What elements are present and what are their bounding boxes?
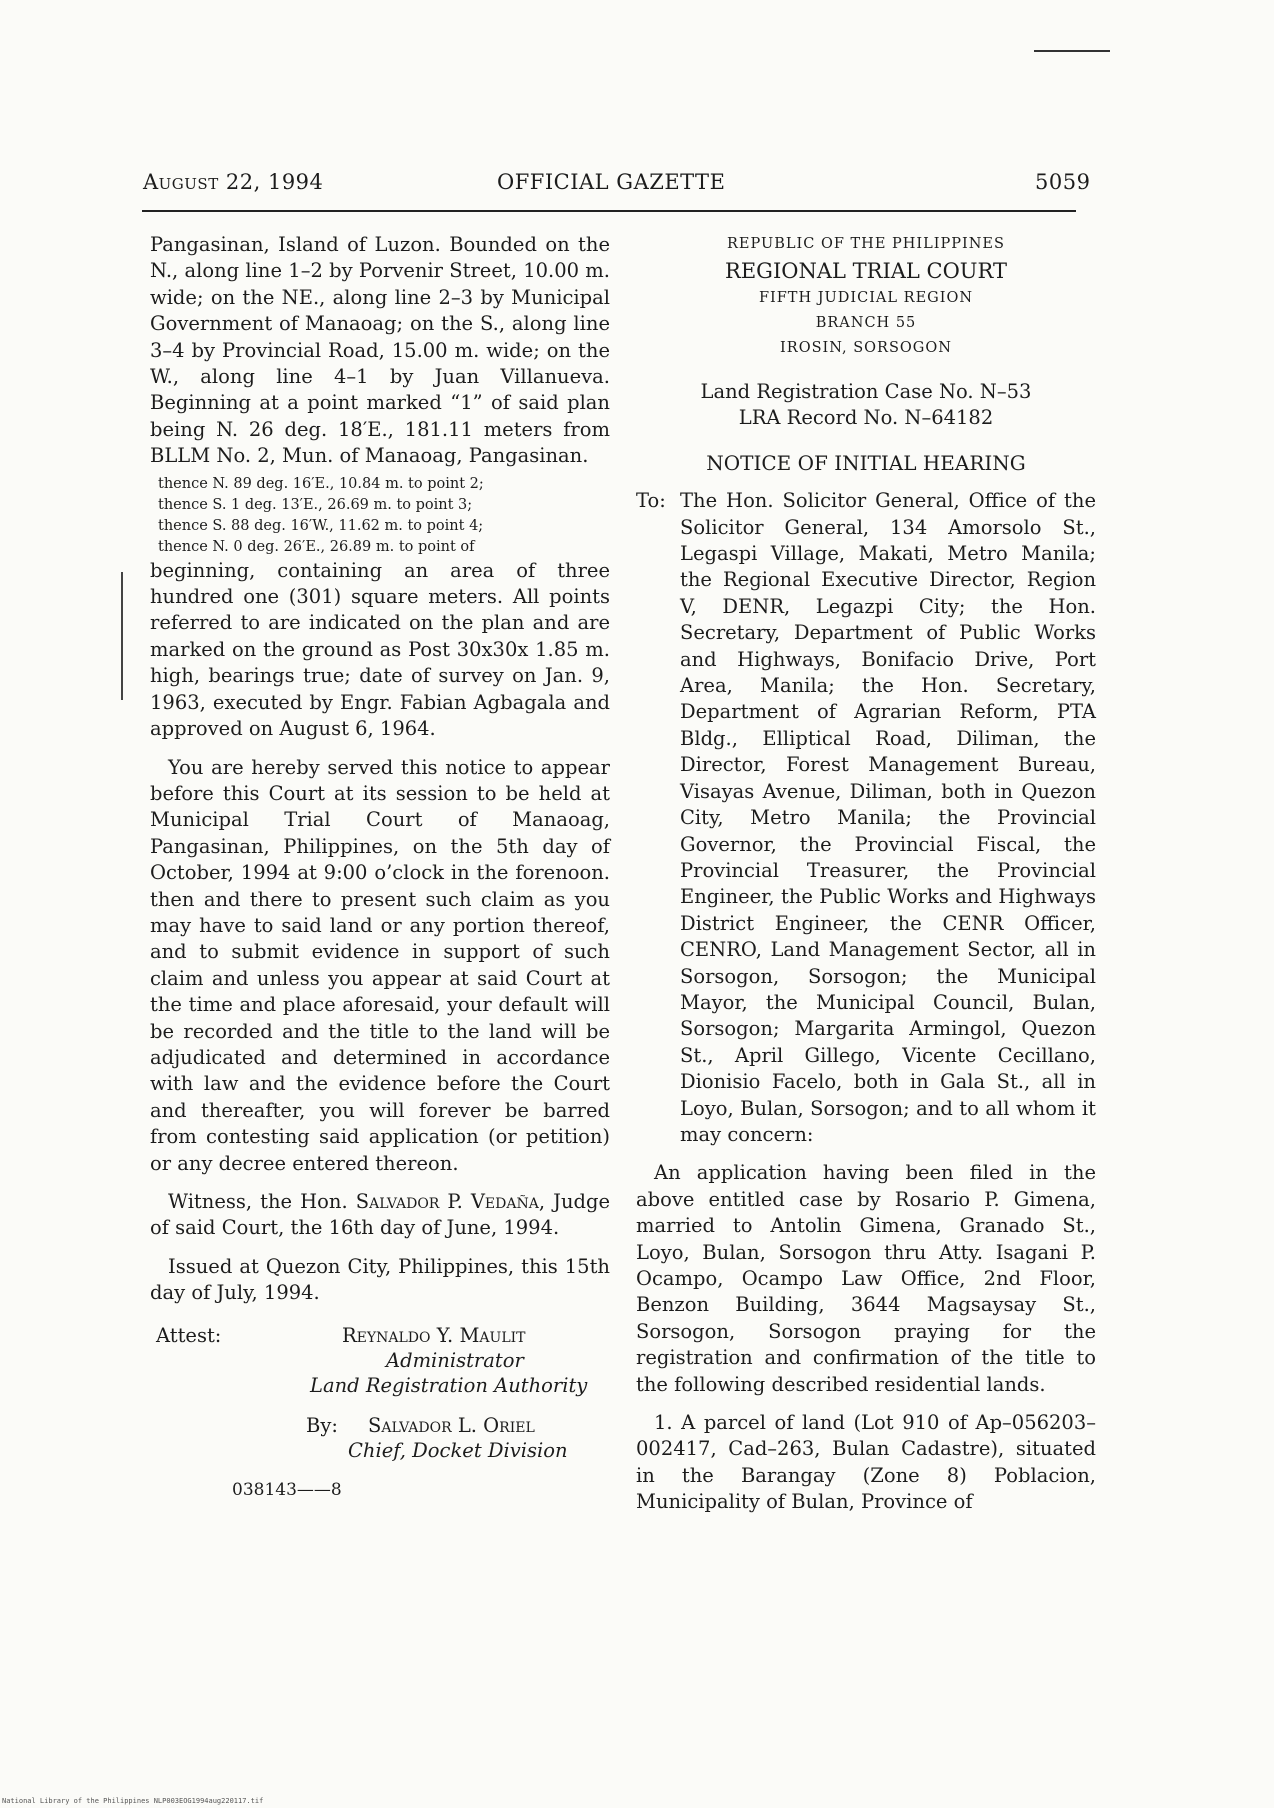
lra-record-number: LRA Record No. N–64182 [738, 406, 994, 430]
notice-paragraph: You are hereby served this notice to appear before this Court at its session to be held at Municipal Trial Court of Manaoag, Pangasinan, Philippines, on the 5th day of October, 1994 at 9:00 o’clock in the forenoon. then and there to present such claim as you may have to said land or any portion thereof, and to submit evidence in support of such claim and unless you appear at said Court at the time and place aforesaid, your default will be recorded and the title to the land will be adjudicated and determined in accordance with law and the evidence before the Court and thereafter, you will forever be barred from contesting said application (or petition) or any decree entered thereon. [150, 755, 610, 1175]
bearing-line: thence S. 88 deg. 16′W., 11.62 m. to point 4; [158, 517, 484, 534]
by-label: By: [306, 1413, 338, 1437]
gazette-date: August 22, 1994 [143, 170, 324, 194]
witness-suffix: Judge of said Court, the 16th day of June, 1994. [150, 1190, 611, 1240]
area-paragraph: beginning, containing an area of three hundred one (301) square meters. All points referred to are indicated on the plan and are marked on the ground as Post 30x30x 1.85 m. high, bearings true; date of survey on Jan. 9, 1963, executed by Engr. Fabian Agbagala and approved on August 6, 1964. [150, 558, 610, 741]
reference-number: 038143——8 [232, 1479, 342, 1500]
header-rule [142, 210, 1076, 212]
bearings-list [150, 474, 610, 558]
parcel-paragraph: 1. A parcel of land (Lot 910 of Ap–056203–002417, Cad–263, Bulan Cadastre), situated in the Barangay (Zone 8) Poblacion, Municipality of Bulan, Province of [636, 1411, 1096, 1514]
scan-footer: National Library of the Philippines NLP003EOG1994aug220117.tif [2, 1797, 264, 1805]
addressees-block [636, 488, 1096, 1148]
witness-paragraph [150, 1189, 610, 1242]
bearing-line: thence N. 0 deg. 26′E., 26.89 m. to point of [158, 538, 475, 555]
bearing-line: thence N. 89 deg. 16′E., 10.84 m. to point 2; [158, 475, 484, 492]
court-heading: REGIONAL TRIAL COURT [725, 259, 1007, 283]
gazette-title: OFFICIAL GAZETTE [497, 170, 726, 194]
case-number: Land Registration Case No. N–53 [700, 380, 1032, 403]
notice-title: NOTICE OF INITIAL HEARING [706, 450, 1026, 475]
administrator-title: Administrator [386, 1348, 524, 1372]
authority-name: Land Registration Authority [310, 1373, 588, 1397]
attest-label: Attest: [156, 1323, 222, 1347]
docket-chief-title: Chief, Docket Division [348, 1438, 568, 1462]
republic-heading: REPUBLIC OF THE PHILIPPINES [727, 236, 1005, 252]
application-paragraph: An application having been filed in the above entitled case by Rosario P. Gimena, married to Antolin Gimena, Granado St., Loyo, Bulan, Sorsogon thru Atty. Isagani P. Ocampo, Ocampo Law Office, 2nd Floor, Benzon Building, 3644 Magsaysay St., Sorsogon, Sorsogon praying for the registration and confirmation of the title to the following described residential lands. [636, 1161, 1096, 1396]
judge-name: Salvador P. Vedaña, [355, 1190, 546, 1213]
bounds-paragraph: Pangasinan, Island of Luzon. Bounded on the N., along line 1–2 by Porvenir Street, 10.00 m. wide; on the NE., along line 2–3 by Municipal Government of Manaoag; on the S., along line 3–4 by Provincial Road, 15.00 m. wide; on the W., along line 4–1 by Juan Villanueva. Beginning at a point marked “1” of said plan being N. 26 deg. 18′E., 181.11 meters from BLLM No. 2, Mun. of Manaoag, Pangasinan. [150, 233, 610, 468]
issued-paragraph: Issued at Quezon City, Philippines, this 15th day of July, 1994. [150, 1254, 610, 1305]
to-label: To: [636, 489, 666, 513]
left-column [150, 232, 610, 1503]
place-heading: IROSIN, SORSOGON [780, 340, 952, 356]
attest-block [150, 1323, 610, 1473]
docket-chief-name: Salvador L. Oriel [368, 1413, 535, 1437]
branch-heading: BRANCH 55 [815, 315, 917, 331]
page-number: 5059 [1035, 170, 1091, 194]
witness-prefix: Witness, the Hon. [168, 1190, 348, 1213]
region-heading: FIFTH JUDICIAL REGION [758, 290, 974, 306]
bearing-line: thence S. 1 deg. 13′E., 26.69 m. to point 3; [158, 496, 473, 513]
addressees-text: The Hon. Solicitor General, Office of the Solicitor General, 134 Amorsolo St., Legaspi Village, Makati, Metro Manila; the Regional Executive Director, Region V, DENR, Legazpi City; the Hon. Secretary, Department of Public Works and Highways, Bonifacio Drive, Port Area, Manila; the Hon. Secretary, Department of Agrarian Reform, PTA Bldg., Elliptical Road, Diliman, the Director, Forest Management Bureau, Visayas Avenue, Diliman, both in Quezon City, Metro Manila; the Provincial Governor, the Provincial Fiscal, the Provincial Treasurer, the Provincial Engineer, the Public Works and Highways District Engineer, the CENR Officer, CENRO, Land Management Sector, all in Sorsogon, Sorsogon; the Municipal Mayor, the Municipal Council, Bulan, Sorsogon; Margarita Armingol, Quezon St., April Gillego, Vicente Cecillano, Dionisio Facelo, both in Gala St., all in Loyo, Bulan, Sorsogon; and to all whom it may concern: [680, 489, 1096, 1146]
top-corner-rule [1034, 50, 1110, 52]
right-column [636, 232, 1096, 1516]
margin-mark [121, 572, 123, 700]
administrator-name: Reynaldo Y. Maulit [342, 1323, 526, 1347]
